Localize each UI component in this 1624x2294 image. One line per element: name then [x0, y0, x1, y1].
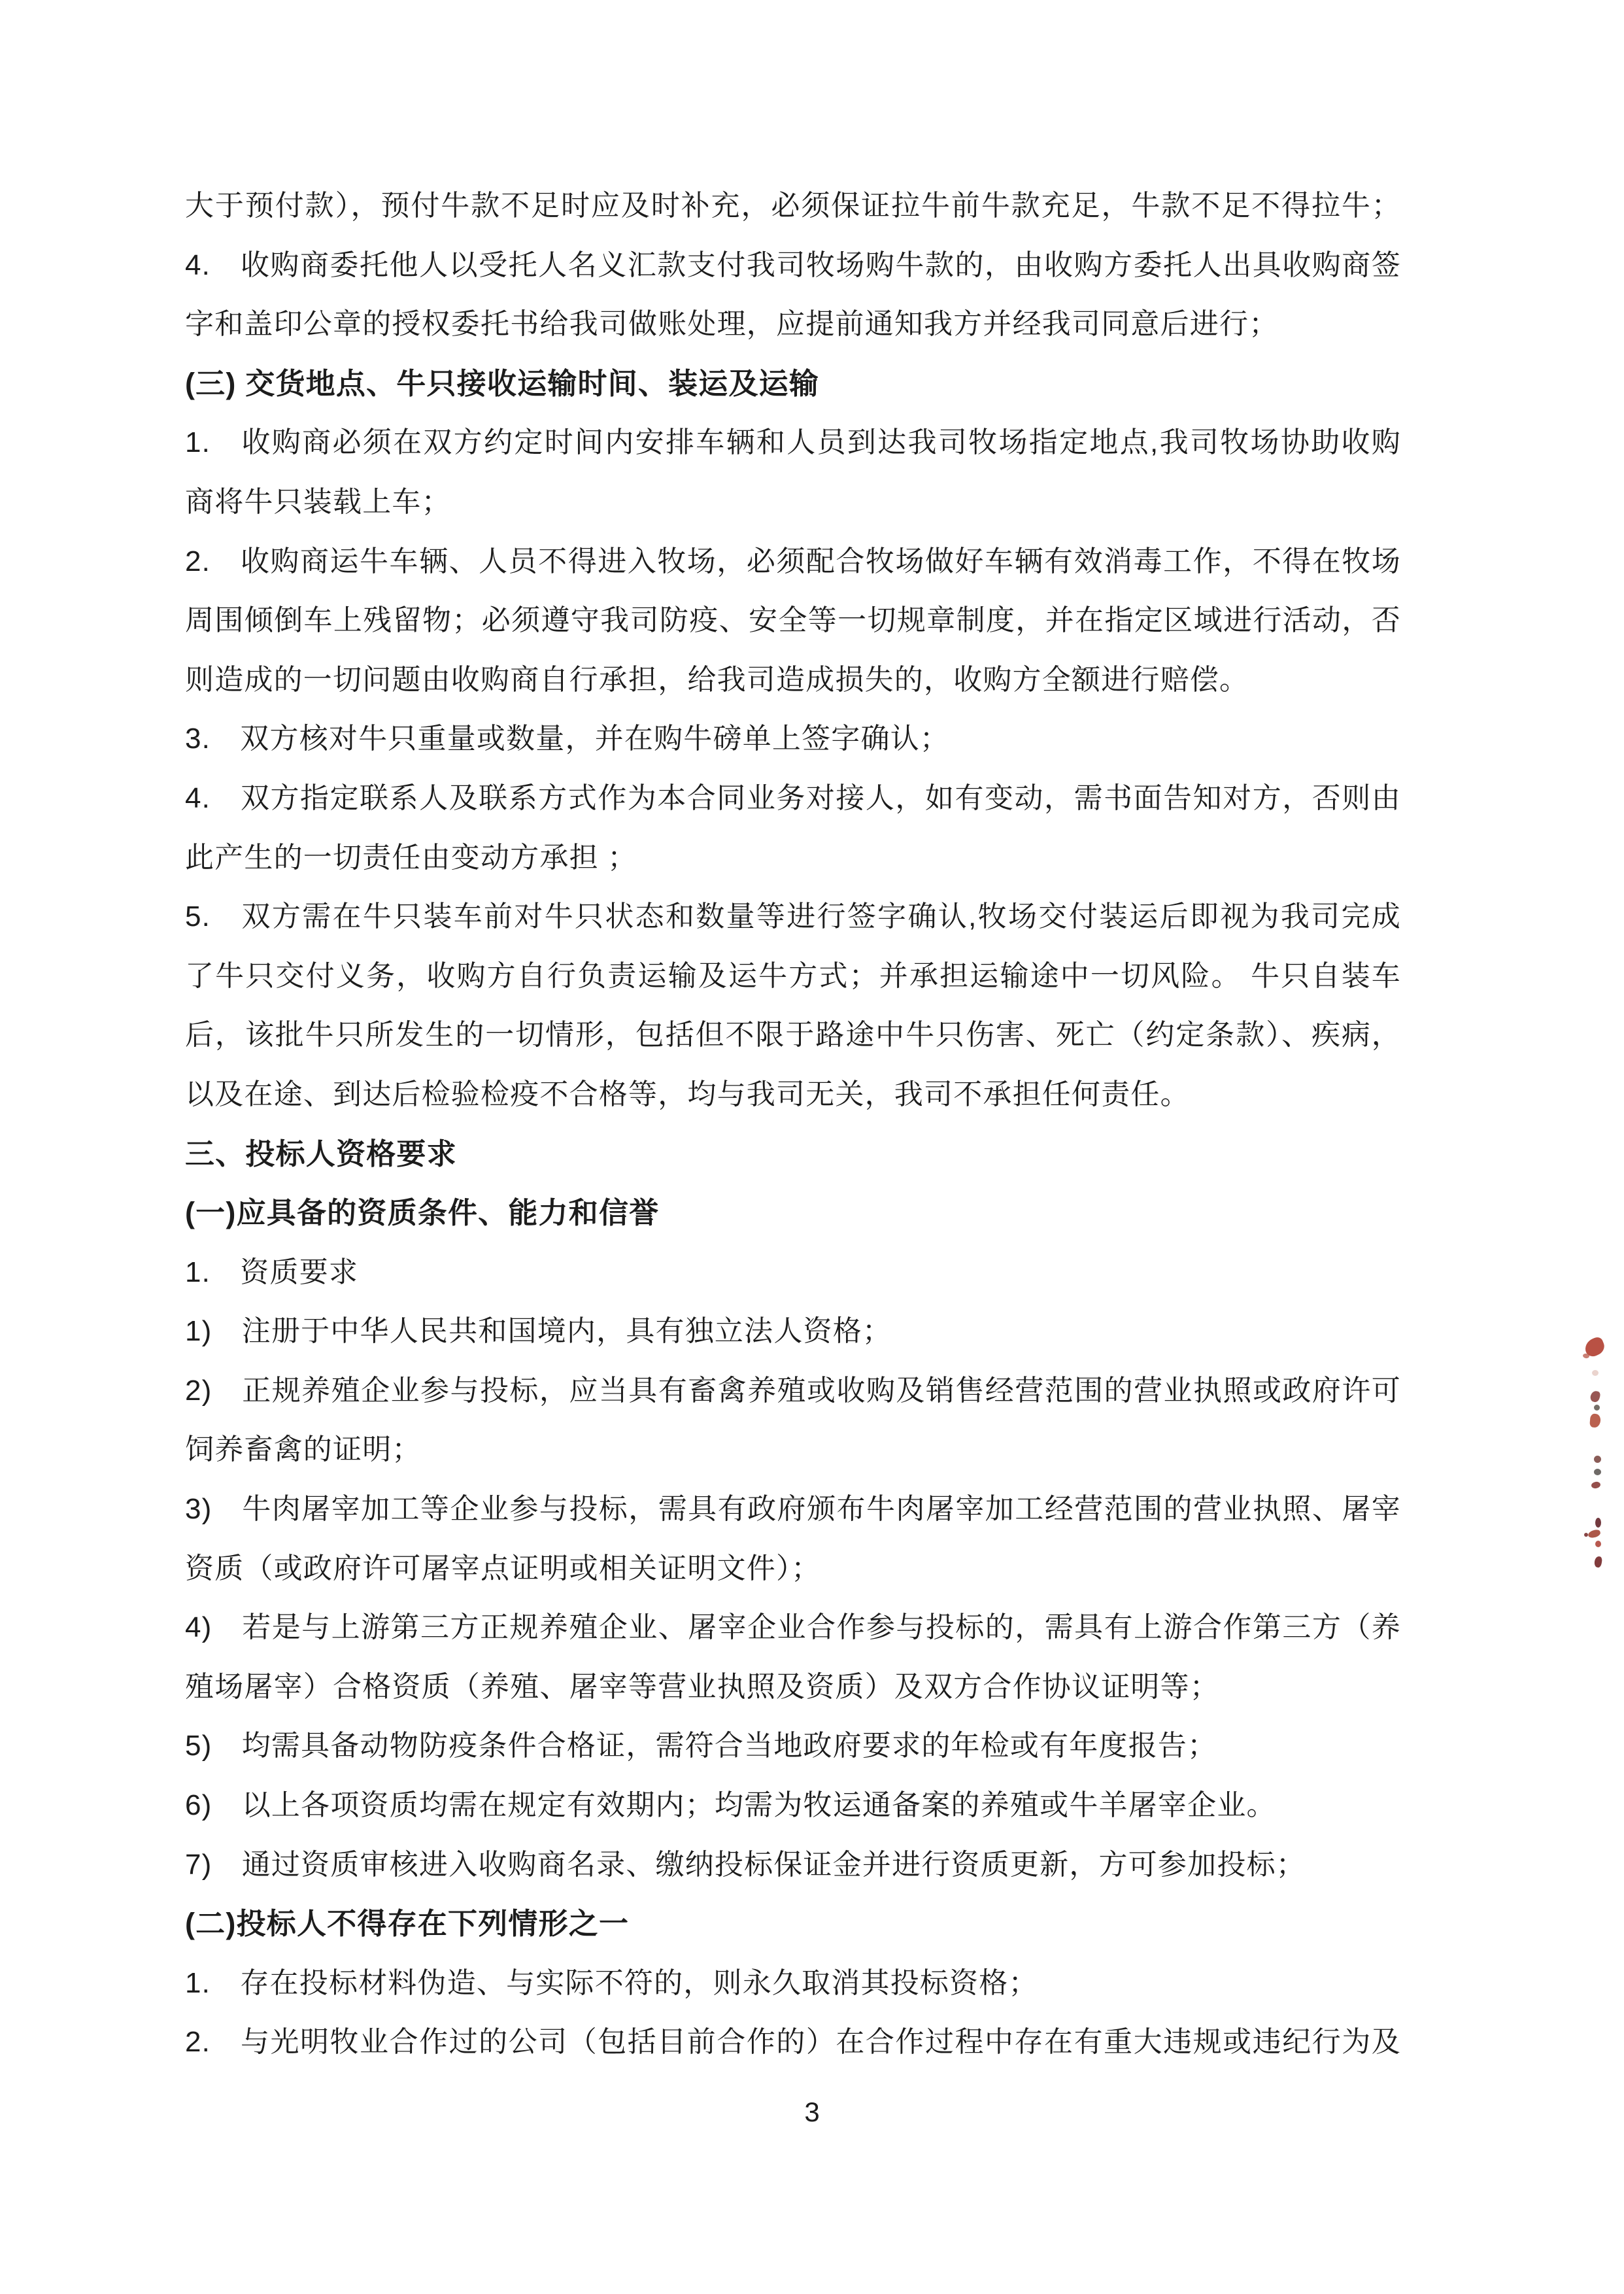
text-line: 商将牛只装载上车；: [185, 485, 451, 518]
red-ink-mark: [1594, 1405, 1600, 1411]
text-line: 1) 注册于中华人民共和国境内，具有独立法人资格；: [185, 1315, 892, 1348]
text-line: 4. 双方指定联系人及联系方式作为本合同业务对接人，如有变动，需书面告知对方，否则由: [185, 781, 1401, 814]
text-line: 1. 存在投标材料伪造、与实际不符的，则永久取消其投标资格；: [185, 1966, 1038, 1999]
text-line: 2. 收购商运牛车辆、人员不得进入牧场，必须配合牧场做好车辆有效消毒工作，不得在牧场: [185, 545, 1401, 577]
text-line: 以及在途、到达后检验检疫不合格等，均与我司无关，我司不承担任何责任。: [185, 1078, 1190, 1110]
red-ink-mark: [1584, 1533, 1588, 1537]
red-ink-mark: [1589, 1390, 1601, 1403]
red-ink-mark: [1594, 1556, 1603, 1568]
text-line: 后，该批牛只所发生的一切情形，包括但不限于路途中牛只伤害、死亡（约定条款）、疾病，: [185, 1019, 1401, 1052]
red-ink-mark: [1587, 1529, 1601, 1539]
text-line: 2. 与光明牧业合作过的公司（包括目前合作的）在合作过程中存在有重大违规或违纪行为及: [185, 2026, 1401, 2059]
red-ink-mark: [1594, 1456, 1601, 1463]
red-ink-mark: [1589, 1413, 1601, 1428]
text-line: 1. 收购商必须在双方约定时间内安排车辆和人员到达我司牧场指定地点,我司牧场协助收购: [185, 426, 1401, 459]
text-line: 2) 正规养殖企业参与投标，应当具有畜禽养殖或收购及销售经营范围的营业执照或政府许可: [185, 1374, 1401, 1407]
text-line: 此产生的一切责任由变动方承担 ；: [185, 841, 637, 874]
red-ink-mark: [1595, 1541, 1601, 1547]
text-line: 5. 双方需在牛只装车前对牛只状态和数量等进行签字确认,牧场交付装运后即视为我司完成: [185, 900, 1401, 933]
text-line: 殖场屠宰）合格资质（养殖、屠宰等营业执照及资质）及双方合作协议证明等；: [185, 1670, 1219, 1703]
text-line: 3. 双方核对牛只重量或数量，并在购牛磅单上签字确认；: [185, 723, 950, 755]
text-line: 字和盖印公章的授权委托书给我司做账处理，应提前通知我方并经我司同意后进行；: [185, 308, 1279, 341]
text-line: 饲养畜禽的证明；: [185, 1433, 422, 1466]
red-ink-mark: [1591, 1481, 1601, 1489]
text-line: 了牛只交付义务，收购方自行负责运输及运牛方式；并承担运输途中一切风险。 牛只自装车: [185, 959, 1401, 992]
document-body: [185, 177, 1401, 2072]
text-line: 4. 收购商委托他人以受托人名义汇款支付我司牧场购牛款的，由收购方委托人出具收购商签: [185, 248, 1401, 281]
text-line: 5) 均需具备动物防疫条件合格证，需符合当地政府要求的年检或有年度报告；: [185, 1730, 1217, 1762]
text-line: 7) 通过资质审核进入收购商名录、缴纳投标保证金并进行资质更新，方可参加投标；: [185, 1848, 1306, 1881]
heading-line: (二)投标人不得存在下列情形之一: [185, 1907, 630, 1941]
heading-line: (三) 交货地点、牛只接收运输时间、装运及运输: [185, 366, 820, 400]
heading-line: (一)应具备的资质条件、能力和信誉: [185, 1196, 660, 1230]
page-number: 3: [804, 2097, 820, 2127]
text-line: 资质（或政府许可屠宰点证明或相关证明文件）；: [185, 1552, 821, 1584]
text-line: 大于预付款），预付牛款不足时应及时补充，必须保证拉牛前牛款充足，牛款不足不得拉牛；: [185, 190, 1401, 222]
text-line: 1. 资质要求: [185, 1256, 359, 1288]
text-line: 3) 牛肉屠宰加工等企业参与投标，需具有政府颁布牛肉屠宰加工经营范围的营业执照、屠宰: [185, 1493, 1401, 1526]
red-ink-mark: [1592, 1370, 1599, 1376]
text-line: 则造成的一切问题由收购商自行承担，给我司造成损失的，收购方全额进行赔偿。: [185, 663, 1249, 696]
text-line: 4) 若是与上游第三方正规养殖企业、屠宰企业合作参与投标的，需具有上游合作第三方（养: [185, 1611, 1401, 1644]
red-ink-mark: [1594, 1469, 1601, 1475]
heading-line: 三、投标人资格要求: [185, 1137, 457, 1171]
text-line: 周围倾倒车上残留物；必须遵守我司防疫、安全等一切规章制度，并在指定区域进行活动，否: [185, 604, 1401, 637]
text-line: 6) 以上各项资质均需在规定有效期内；均需为牧运通备案的养殖或牛羊屠宰企业。: [185, 1789, 1276, 1822]
red-ink-mark: [1595, 1518, 1601, 1528]
